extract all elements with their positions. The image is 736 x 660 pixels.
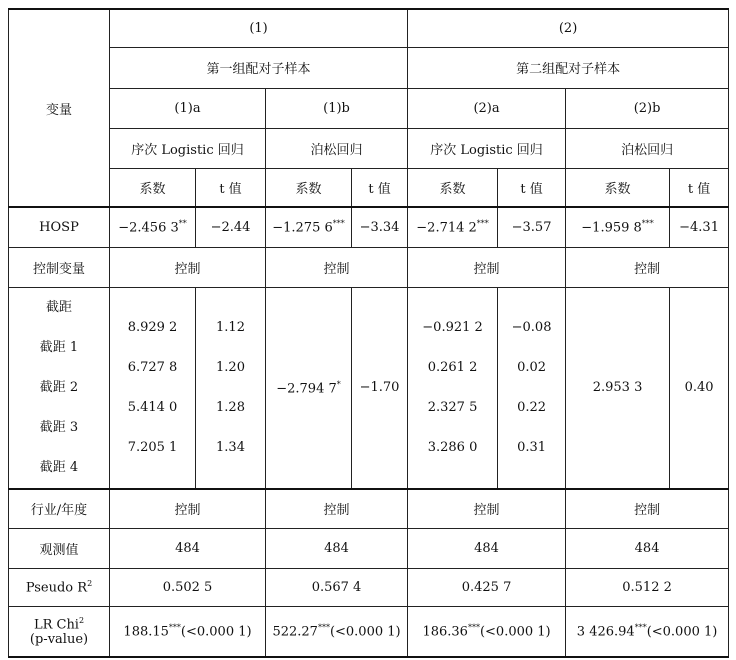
hosp-stars-2a: ***	[476, 219, 489, 229]
pseudo-2a: 0.425 7	[408, 569, 566, 607]
intercept-coef-1a: 7.205 1	[127, 439, 178, 455]
table-row-control	[9, 247, 729, 287]
hosp-t-2a: −3.57	[498, 207, 566, 247]
industry-1b: 控制	[266, 489, 408, 529]
control-1b: 控制	[266, 247, 408, 287]
row-label-pseudo: Pseudo R	[25, 580, 88, 596]
intercept-coef-2b: 2.953 3	[592, 379, 643, 395]
intercept-stars-1b: *	[336, 380, 341, 390]
pseudo-1b: 0.567 4	[266, 569, 408, 607]
hosp-stars-1b: ***	[332, 219, 345, 229]
intercept-coef-2a: 0.261 2	[427, 359, 478, 375]
intercept-coef-2a: 3.286 0	[427, 439, 478, 455]
col2b-header: (2)b	[566, 88, 729, 128]
obs-1b: 484	[266, 529, 408, 569]
intercept-label: 截距 2	[39, 379, 79, 395]
control-2b: 控制	[566, 247, 729, 287]
lr-p: (<0.000 1)	[180, 624, 252, 640]
col1a-header: (1)a	[110, 88, 266, 128]
row-label-hosp: HOSP	[9, 207, 110, 247]
pseudo-1a: 0.502 5	[110, 569, 266, 607]
intercept-coef-2a: 2.327 5	[427, 399, 478, 415]
table-row-obs	[9, 529, 729, 569]
table-row-lr	[9, 607, 729, 657]
tval-header: t 值	[196, 168, 266, 207]
obs-2a: 484	[408, 529, 566, 569]
intercept-t-2a: −0.08	[511, 319, 552, 335]
hosp-coef-1b: −1.275 6	[272, 220, 333, 236]
lr-1a: 188.15	[123, 624, 169, 640]
intercept-coef-1a: 8.929 2	[127, 319, 178, 335]
tval-header: t 值	[352, 168, 408, 207]
intercept-label: 截距	[45, 299, 72, 315]
method-1b: 泊松回归	[266, 128, 408, 168]
lr-stars: ***	[467, 623, 480, 633]
intercept-t-1a: 1.28	[216, 399, 245, 415]
intercept-coef-1a: 5.414 0	[127, 399, 178, 415]
lr-sup: 2	[78, 615, 85, 625]
obs-1a: 484	[110, 529, 266, 569]
intercept-t-1a: 1.12	[216, 319, 245, 335]
lr-stars: ***	[634, 623, 647, 633]
intercept-t-1b: −1.70	[359, 379, 400, 395]
coef-header: 系数	[408, 168, 498, 207]
industry-2b: 控制	[566, 489, 729, 529]
group2-header: (2)	[408, 9, 729, 47]
col2a-header: (2)a	[408, 88, 566, 128]
col1b-header: (1)b	[266, 88, 408, 128]
coef-header: 系数	[110, 168, 196, 207]
coef-header: 系数	[266, 168, 352, 207]
hosp-coef-2a: −2.714 2	[416, 220, 477, 236]
row-label-lr-pvalue: (p-value)	[29, 631, 89, 647]
obs-2b: 484	[566, 529, 729, 569]
intercept-coef-2a: −0.921 2	[422, 319, 483, 335]
industry-1a: 控制	[110, 489, 266, 529]
hosp-stars-1a: **	[178, 219, 187, 229]
table-row-intercepts	[9, 287, 729, 489]
intercept-t-2a: 0.02	[517, 359, 547, 375]
sample2-header: 第二组配对子样本	[408, 47, 729, 88]
hosp-t-1a: −2.44	[196, 207, 266, 247]
method-1a: 序次 Logistic 回归	[110, 128, 266, 168]
control-1a: 控制	[110, 247, 266, 287]
tval-header: t 值	[498, 168, 566, 207]
row-label-control: 控制变量	[9, 247, 110, 287]
sample1-header: 第一组配对子样本	[110, 47, 408, 88]
method-2a: 序次 Logistic 回归	[408, 128, 566, 168]
lr-p: (<0.000 1)	[479, 624, 551, 640]
lr-stars: ***	[317, 623, 330, 633]
variable-header: 变量	[9, 9, 110, 207]
row-label-obs: 观测值	[9, 529, 110, 569]
lr-2a: 186.36	[422, 624, 468, 640]
intercept-label: 截距 3	[39, 419, 79, 435]
intercept-t-2b: 0.40	[684, 379, 714, 395]
intercept-t-1a: 1.20	[216, 359, 245, 375]
table-row-pseudo	[9, 569, 729, 607]
industry-2a: 控制	[408, 489, 566, 529]
method-2b: 泊松回归	[566, 128, 729, 168]
hosp-t-2b: −4.31	[670, 207, 729, 247]
regression-table	[8, 8, 729, 658]
intercept-t-2a: 0.22	[517, 399, 547, 415]
table-row-hosp	[9, 207, 729, 247]
intercept-t-1a: 1.34	[216, 439, 245, 455]
hosp-coef-2b: −1.959 8	[581, 220, 642, 236]
group1-header: (1)	[110, 9, 408, 47]
pseudo-sup: 2	[87, 579, 93, 589]
lr-p: (<0.000 1)	[646, 624, 718, 640]
pseudo-2b: 0.512 2	[566, 569, 729, 607]
tval-header: t 值	[670, 168, 729, 207]
table-row-industry	[9, 489, 729, 529]
intercept-coef-1a: 6.727 8	[127, 359, 178, 375]
lr-p: (<0.000 1)	[329, 624, 401, 640]
intercept-coef-1b: −2.794 7	[276, 381, 337, 397]
hosp-stars-2b: ***	[641, 219, 654, 229]
intercept-label: 截距 1	[39, 339, 79, 355]
row-label-industry: 行业/年度	[9, 489, 110, 529]
lr-2b: 3 426.94	[576, 624, 635, 640]
coef-header: 系数	[566, 168, 670, 207]
lr-1b: 522.27	[272, 624, 318, 640]
hosp-coef-1a: −2.456 3	[118, 220, 179, 236]
hosp-t-1b: −3.34	[352, 207, 408, 247]
intercept-t-2a: 0.31	[517, 439, 547, 455]
intercept-label: 截距 4	[39, 459, 79, 475]
row-label-lr: LR Chi	[33, 616, 79, 632]
lr-stars: ***	[168, 623, 181, 633]
control-2a: 控制	[408, 247, 566, 287]
